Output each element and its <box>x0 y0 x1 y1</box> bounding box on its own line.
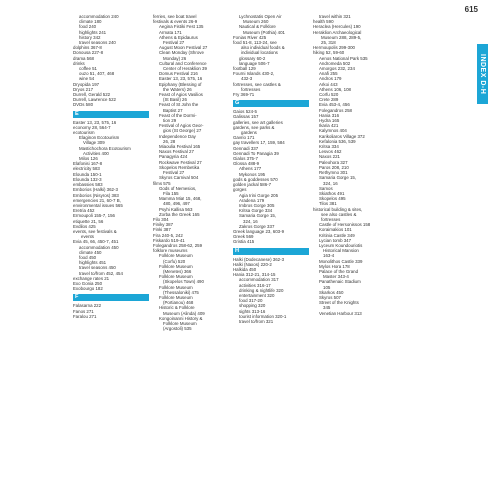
index-entry: dolphins 367-8 <box>73 45 102 51</box>
index-entry: Imbros Gorge 305 <box>239 202 275 208</box>
index-entry: see also castles & <box>321 211 357 217</box>
index-entry: Feast of Agios Vasilios <box>159 92 203 98</box>
index-entry: Castle of Hersonissos 158 <box>319 222 371 228</box>
index-entry: Naxos Festival 27 <box>159 149 194 155</box>
index-section-tab-label: INDEX D-H <box>479 53 486 95</box>
index-entry: Domus Festival 216 <box>159 71 198 77</box>
index-entry: health 590 <box>313 19 334 25</box>
index-entry: Folklore Museum <box>159 263 193 269</box>
index-entry: Andros 179 <box>319 76 342 82</box>
index-entry: Kritsa 334 <box>319 144 339 150</box>
index-entry: Nautical & Folklore <box>239 24 276 30</box>
index-entry: Skyros 507 <box>319 294 341 300</box>
index-entry: food 450 <box>79 254 97 260</box>
index-entry: Faralou 271 <box>73 313 97 319</box>
index-entry: Gennadi 337 <box>233 145 259 151</box>
index-entry: Hermoupolis 299-300 <box>313 45 355 51</box>
index-entry: food 317-20 <box>239 298 263 304</box>
index-entry: Monday) 26 <box>163 55 187 61</box>
index-entry: Gaios 524-5 <box>233 109 257 115</box>
index-entry: Rethymno 301 <box>319 170 348 176</box>
index-entry: Master 343-4 <box>323 274 349 280</box>
index-entry: (Skopelos Town) 490 <box>163 279 204 285</box>
index-entry: Mykonos 195 <box>239 171 266 177</box>
index-entry: Exo Gonia 250 <box>73 280 103 286</box>
index-entry: travel to/from 452, 454 <box>79 270 123 276</box>
index-entry: 25, 318 <box>321 40 336 46</box>
index-entry: Durrell, Gerald 522 <box>73 92 111 98</box>
index-entry: Monolithos Castle 339 <box>319 258 363 264</box>
index-entry: Folklore Museum <box>159 253 193 259</box>
index-entry: fortresses <box>241 86 261 92</box>
index-entry: Andromeda 502 <box>319 60 351 66</box>
index-entry: gardens, see parks & <box>233 124 275 130</box>
index-entry: hiking 52, 59-60 <box>313 50 345 56</box>
index-entry: Hydra 165 <box>319 118 340 124</box>
index-entry: history 342 <box>79 34 101 40</box>
index-entry: travel to/from 321 <box>239 318 274 324</box>
index-entry: Museum (Pothia) 401 <box>243 29 285 35</box>
index-entry: environmental issues 565 <box>73 202 123 208</box>
index-entry: golden jackal 586-7 <box>233 182 272 188</box>
index-entry: embassies 583 <box>73 182 103 188</box>
index-entry: Gavrio 171 <box>233 135 255 141</box>
index-entry: Mastichochora Ecotourism <box>79 145 131 151</box>
index-letter-heading: F <box>73 294 149 301</box>
index-entry: sights 313-16 <box>239 308 266 314</box>
index-entry: (Corfu) 520 <box>163 258 186 264</box>
index-entry: Easter 13, 23, 575, 16 <box>159 76 203 82</box>
index-entry: Hania 316 <box>319 112 340 118</box>
index-entry: Zakros Gorge 337 <box>239 223 275 229</box>
index-entry: Falasarna 222 <box>73 303 102 309</box>
index-entry: tourist information 320-1 <box>239 313 287 319</box>
index-entry: gios (St George) 27 <box>163 128 202 134</box>
index-entry: Skopelos 495 <box>319 196 346 202</box>
index-entry: DVDs 580 <box>73 102 94 108</box>
index-entry: Folklore Museum <box>159 284 193 290</box>
index-entry: Fiskardo 519-41 <box>153 237 185 243</box>
index-entry: (Thessaloniki) 475 <box>163 289 199 295</box>
index-entry: Street of the Knights <box>319 300 359 306</box>
index-entry: Easter 13, 23, 575, 16 <box>73 119 117 125</box>
index-entry: ouzo 51, 407, 468 <box>79 71 115 77</box>
index-entry: Elafonisi 167-8 <box>73 161 103 167</box>
index-entry: Evdilos 425 <box>73 223 96 229</box>
index-entry: Koraimakios 101 <box>319 227 352 233</box>
index-entry: Kongoinanni History & <box>159 315 203 321</box>
index-entry: Samaria Gorge 15, <box>239 213 277 219</box>
index-entry: travel seasons 240 <box>79 40 116 46</box>
index-entry: Hania 312-21, 314-15 <box>233 272 276 278</box>
index-entry: Evia 45, 66, 450-7, 451 <box>73 239 119 245</box>
index-entry: Greek language 23, 603-9 <box>233 228 285 234</box>
index-entry: Milos 126 <box>79 156 98 162</box>
index-entry: fortresses, see castles & <box>233 81 281 87</box>
index-entry: Heraclea (Hercules) 190 <box>313 24 361 30</box>
index-entry: Festival of Agios Geor- <box>159 123 204 129</box>
index-entry: emergencies 21, 60-7 B, <box>73 197 121 203</box>
index-entry: Aenos National Park 535 <box>319 55 368 61</box>
index-entry: 26, 28 <box>163 138 176 144</box>
index-entry: Festival 27 <box>163 170 185 176</box>
index-entry: Finki 387 <box>153 227 171 233</box>
index-entry: gardens <box>241 130 257 136</box>
index-entry: Elounda 150-1 <box>73 171 102 177</box>
index-column-4 <box>313 14 393 486</box>
index-entry: accommodation 450 <box>79 244 119 250</box>
index-entry: films 575 <box>153 180 171 186</box>
index-entry: Athens 177 <box>239 166 262 172</box>
index-entry: gorges <box>233 187 247 193</box>
index-entry: drama 568 <box>73 55 94 61</box>
index-entry: Rockwave Festival 27 <box>159 159 202 165</box>
index-entry: Paros 208, 210 <box>319 164 349 170</box>
index-entry: Feast of the Dormi- <box>159 112 197 118</box>
index-entry: accommodation 317 <box>239 277 279 283</box>
index-entry: Gialos 375-7 <box>233 156 258 162</box>
index-entry: Armata 171 <box>159 29 182 35</box>
index-entry: Elaginon Ecotourism <box>79 135 120 141</box>
index-entry: 345 <box>323 305 331 311</box>
index-entry: Folegandros 258-62, 259 <box>153 242 203 248</box>
index-entry: food 51-8, 113-24, see <box>233 40 277 46</box>
index-entry: Fanos 271 <box>73 308 94 314</box>
index-entry: highlights 241 <box>79 29 107 35</box>
index-entry: Glossa 488-9 <box>233 161 260 167</box>
index-entry: Museum 260 <box>243 19 269 25</box>
index-entry: Historical Mansion <box>323 248 359 254</box>
index-entry: Folklore Museum <box>159 274 193 280</box>
index-entry: Amorgos 232, 234 <box>319 66 355 72</box>
index-entry: Festival 27 <box>163 40 185 46</box>
index-entry: Kefalonia 536, 539 <box>319 138 356 144</box>
index-entry: Greek 569 <box>233 234 254 240</box>
index-entry: language 506-7 <box>239 60 270 66</box>
index-entry: Naxos 221 <box>319 154 340 160</box>
index-entry: Tilos 381 <box>319 201 337 207</box>
index-entry: Baptist 27 <box>163 107 183 113</box>
index-entry: Skopelos Rembetika <box>159 164 200 170</box>
index-entry: highlights 451 <box>79 260 107 266</box>
index-entry: Halki (Dodecanese) 362-3 <box>233 256 285 262</box>
index-entry: Anafi 255 <box>319 71 338 77</box>
index-entry: Paleohora 327 <box>319 159 348 165</box>
index-entry: Venetian Harbour 313 <box>319 310 362 316</box>
index-entry: Historic & Folklore <box>159 305 195 311</box>
index-entry: Epiphany (Blessing of <box>159 81 202 87</box>
index-entry: Fourni Islands 430-2, <box>233 71 275 77</box>
index-entry: Museum (Alinda) 409 <box>163 310 205 316</box>
index-entry: gay travellers 17, 159, 584 <box>233 140 285 146</box>
index-letter-heading: G <box>233 100 309 107</box>
index-columns <box>73 14 473 486</box>
index-entry: 324, 16 <box>243 218 258 224</box>
index-entry: wine 54 <box>79 76 95 82</box>
index-entry: exchange rates 21 <box>73 275 110 281</box>
index-entry: Aradena 179 <box>239 197 265 203</box>
index-entry: activities 316-17 <box>239 282 271 288</box>
index-entry: Emborios (Halki) 362-3 <box>73 187 118 193</box>
index-entry: drinking & nightlife 320 <box>239 287 284 293</box>
index-entry: tion 29 <box>163 118 177 124</box>
index-entry: events <box>81 234 94 240</box>
index-entry: Athens & Epidaurus <box>159 34 198 40</box>
index-entry: Heraklion Archaeological <box>313 29 362 35</box>
index-entry: Arkoi 443 <box>319 81 338 87</box>
index-entry: Skyros Carnival 504 <box>159 175 199 181</box>
index-entry: Fila 155 <box>163 190 179 196</box>
index-entry: Athens 106, 108 <box>319 86 351 92</box>
index-entry: 163-4 <box>323 253 335 259</box>
index-entry: entertainment 320 <box>239 292 275 298</box>
index-letter-heading: E <box>73 111 149 118</box>
index-entry: Panagyria 424 <box>159 154 188 160</box>
index-entry: also individual foods & <box>241 45 285 51</box>
index-entry: shopping 320 <box>239 303 266 309</box>
index-entry: Karikoliaros Village 372 <box>319 133 365 139</box>
index-letter-heading: H <box>233 248 309 255</box>
index-entry: Gristia 415 <box>233 239 255 245</box>
index-entry: food 240 <box>79 24 97 30</box>
index-entry: Miaoulia Festival 165 <box>159 144 201 150</box>
index-entry: Folegandros 258 <box>319 107 352 113</box>
index-entry: climate 450 <box>79 249 102 255</box>
index-entry: fortresses <box>321 216 341 222</box>
index-entry: (Portianou) 468 <box>163 300 194 306</box>
index-entry: Fira 240-5, 242 <box>153 232 183 238</box>
index-entry: drinks <box>73 60 85 66</box>
index-entry: Galissas 157 <box>233 114 259 120</box>
index-entry: (Menetes) 366 <box>163 268 192 274</box>
index-entry: Lyceum Koundouriotis <box>319 242 363 248</box>
index-entry: Kritsa Gorge 334 <box>239 208 273 214</box>
index-entry: Lesvos 462 <box>319 149 342 155</box>
index-entry: etiquette 21, 56 <box>73 218 104 224</box>
index-entry: Mylos Hora 178 <box>319 263 350 269</box>
index-entry: travel seasons 450 <box>79 265 116 271</box>
index-entry: Feast of St John the <box>159 102 199 108</box>
index-entry: economy 28, 564-7 <box>73 124 111 130</box>
index-entry: Psyhi Kallisa 563 <box>159 206 193 212</box>
index-entry: 432-3 <box>241 76 253 82</box>
index-entry: (Argostoli) 535 <box>163 326 192 332</box>
index-entry: Dryopida 197 <box>73 81 100 87</box>
index-column-2 <box>153 14 233 486</box>
index-entry: Clean Monday (Shrove <box>159 50 204 56</box>
index-entry: Eretria 452 <box>73 208 95 214</box>
index-entry: historical building & sites, <box>313 206 363 212</box>
index-entry: Exobourgo 182 <box>73 286 103 292</box>
index-entry: electricity 583 <box>73 166 100 172</box>
index-entry: Samos <box>319 185 333 191</box>
index-entry: Museum 288, 289-5, <box>321 34 362 40</box>
index-entry: Skiathos 491 <box>319 190 345 196</box>
index-entry: galleries, see art galleries <box>233 119 283 125</box>
index-entry: Dryos 217 <box>73 86 94 92</box>
index-entry: climate 180 <box>79 19 102 25</box>
index-entry: Ermoupoli 155-7, 156 <box>73 213 115 219</box>
index-entry: Independence Day <box>159 133 196 139</box>
index-entry: travel within 321 <box>319 14 351 19</box>
index-entry: Activities 400 <box>83 150 109 156</box>
index-entry: events, see festivals & <box>73 228 117 234</box>
index-entry: Kalymnos 404 <box>319 128 347 134</box>
index-entry: Halki (Naxos) 220-2 <box>233 261 272 267</box>
index-entry: Gennadi To Panagia 39 <box>233 150 279 156</box>
index-entry: Lycian tomb 347 <box>319 237 352 243</box>
index-entry: Halkida 450 <box>233 266 257 272</box>
index-entry: festivals & events 26-9 <box>153 19 198 25</box>
index-column-3 <box>233 14 313 486</box>
index-entry: 105 <box>323 284 331 290</box>
index-entry: 480, 496, 497 <box>163 201 190 207</box>
index-entry: Ikaria 421 <box>319 123 339 129</box>
index-entry: (St Basil) 26 <box>163 97 187 103</box>
index-entry: Elounda 132-3 <box>73 176 102 182</box>
index-entry: Crete 289 <box>319 97 339 103</box>
index-entry: coffee 51 <box>79 66 97 72</box>
index-entry: Durrell, Lawrence 522 <box>73 97 116 103</box>
index-entry: Mamma Mia! 15, 468, <box>159 196 202 202</box>
index-entry: Panathenaic Stadium <box>319 279 361 285</box>
index-entry: accommodation 240 <box>79 14 119 19</box>
index-entry: August Moon Festival 27 <box>159 45 208 51</box>
index-column-1 <box>73 14 153 486</box>
index-entry: Evia 453-4, 456 <box>319 102 350 108</box>
index-entry: Emborios (Nisyros) 383 <box>73 192 119 198</box>
index-entry: glossary 60-2 <box>239 55 266 61</box>
page-number: 615 <box>464 5 478 14</box>
index-entry: Kritinia Castle 349 <box>319 232 355 238</box>
index-section-tab <box>477 44 488 104</box>
index-entry: folklore museums <box>153 248 188 254</box>
index-entry: gods & goddesses 570 <box>233 176 278 182</box>
index-entry: Lychnostatis Open Air <box>239 14 282 19</box>
index-entry: ferries, see boat travel <box>153 14 197 19</box>
index-entry: Village 309 <box>83 140 105 146</box>
index-entry: ecotourism <box>73 130 95 136</box>
index-entry: the Waters) 26 <box>163 86 192 92</box>
index-entry: Donousa 227-8 <box>73 50 104 56</box>
index-entry: Aegina Fistiki Fest 135 <box>159 24 204 30</box>
index-entry: Agia Irini Gorge 205 <box>239 192 279 198</box>
index-entry: 324, 16 <box>323 180 338 186</box>
index-entry: Filo 304 <box>153 216 169 222</box>
index-entry: Fonias River 425 <box>233 34 267 40</box>
index-entry: Center of Heraklion 39 <box>163 66 207 72</box>
index-entry: football 129 <box>233 66 256 72</box>
index-entry: Skarkos 450 <box>319 289 344 295</box>
index-entry: Folklore Museum <box>163 320 197 326</box>
index-entry: Cultural and Conference <box>159 60 207 66</box>
index-entry: Samaria Gorge 15, <box>319 175 357 181</box>
index-entry: Finiky 387 <box>153 222 174 228</box>
index-entry: Palace of the Grand <box>319 268 359 274</box>
index-entry: Fry 369-71 <box>233 92 255 98</box>
index-entry: Corfu 520 <box>319 92 339 98</box>
index-entry: Gods of Nemesios, <box>159 185 197 191</box>
index-entry: Zorba the Greek 165 <box>159 211 200 217</box>
index-entry: individual locations <box>241 50 278 56</box>
index-entry: Folklore Museum <box>159 294 193 300</box>
